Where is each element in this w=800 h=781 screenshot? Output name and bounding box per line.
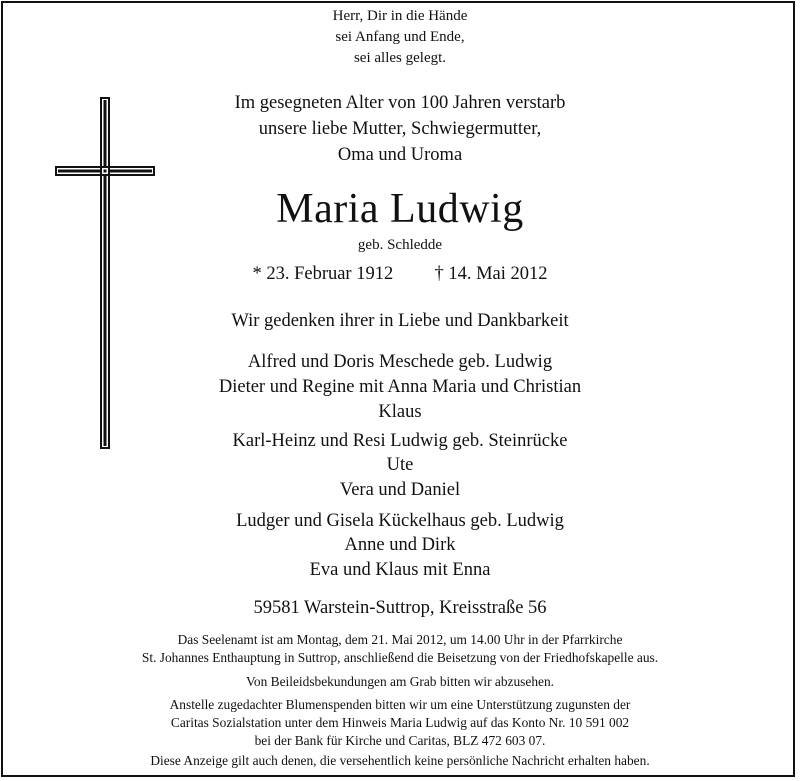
notice-line: St. Johannes Enthauptung in Suttrop, anschließend die Beisetzung von der Friedhofskapelle aus.	[141, 650, 659, 665]
intro-line-2: unsere liebe Mutter, Schwiegermutter,	[258, 119, 542, 139]
family-line: Eva und Klaus mit Enna	[309, 560, 491, 580]
family-line: Dieter und Regine mit Anna Maria und Christian	[218, 377, 582, 397]
deceased-name: Maria Ludwig	[276, 186, 524, 232]
family-line: Ludger und Gisela Kückelhaus geb. Ludwig	[236, 511, 564, 531]
remembrance-line: Wir gedenken ihrer in Liebe und Dankbarkeit	[231, 311, 569, 331]
life-dates	[0, 264, 800, 285]
family-line: Alfred und Doris Meschede geb. Ludwig	[247, 352, 553, 372]
notice-line: bei der Bank für Kirche und Caritas, BLZ 472 603 07.	[254, 733, 546, 748]
notice-line: Von Beileidsbekundungen am Grab bitten wir abzusehen.	[245, 674, 555, 689]
intro-line-3: Oma und Uroma	[337, 145, 463, 165]
family-line: Karl-Heinz und Resi Ludwig geb. Steinrücke	[232, 431, 568, 451]
notice-line: Diese Anzeige gilt auch denen, die versehentlich keine persönliche Nachricht erhalten haben.	[150, 753, 650, 768]
motto-line-1: Herr, Dir in die Hände	[332, 8, 468, 24]
family-line: Vera und Daniel	[339, 480, 461, 500]
intro-line-1: Im gesegneten Alter von 100 Jahren verstarb	[234, 93, 566, 113]
family-line: Ute	[386, 455, 414, 475]
notice-line: Das Seelenamt ist am Montag, dem 21. Mai 2012, um 14.00 Uhr in der Pfarrkirche	[177, 632, 623, 647]
motto-line-2: sei Anfang und Ende,	[335, 29, 465, 45]
motto-line-3: sei alles gelegt.	[353, 50, 447, 66]
birth-date: * 23. Februar 1912	[252, 264, 394, 284]
address-line: 59581 Warstein-Suttrop, Kreisstraße 56	[253, 598, 547, 618]
family-line: Klaus	[378, 402, 422, 422]
death-date: † 14. Mai 2012	[434, 264, 548, 284]
maiden-name: geb. Schledde	[357, 237, 443, 253]
notice-line: Caritas Sozialstation unter dem Hinweis Maria Ludwig auf das Konto Nr. 10 591 002	[170, 715, 630, 730]
family-line: Anne und Dirk	[344, 535, 456, 555]
notice-line: Anstelle zugedachter Blumenspenden bitten wir um eine Unterstützung zugunsten der	[169, 697, 631, 712]
